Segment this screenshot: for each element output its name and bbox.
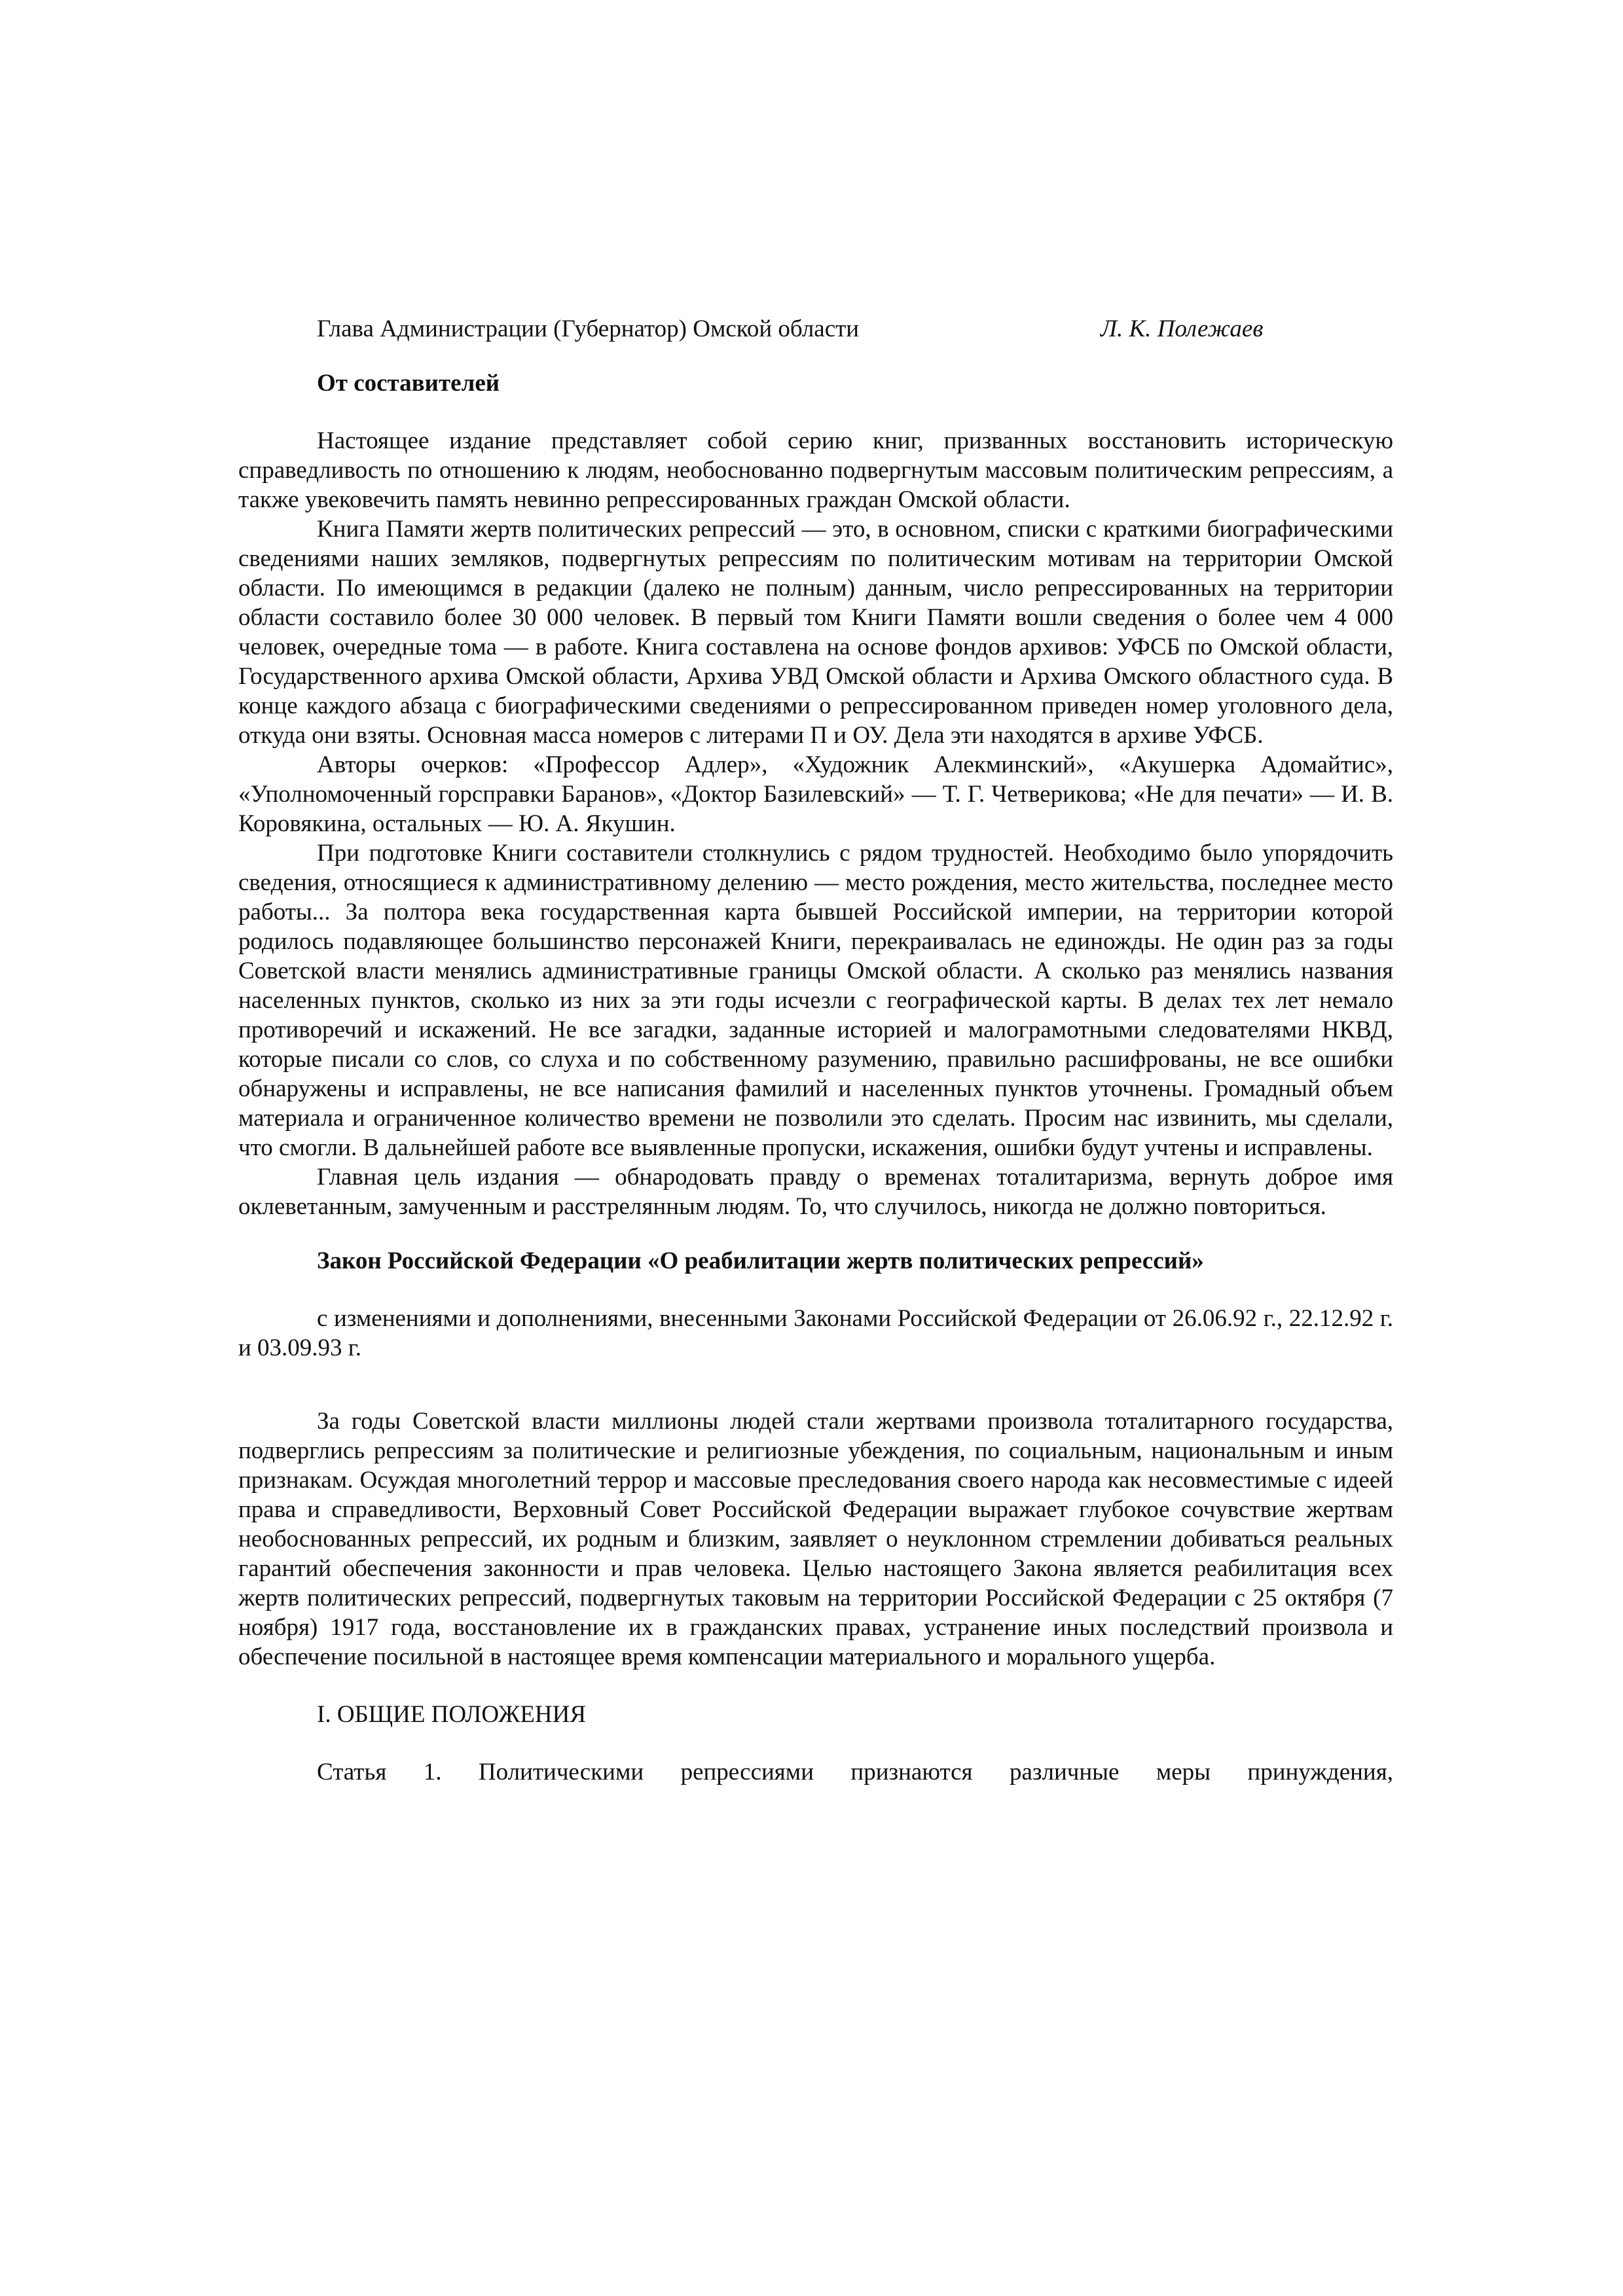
signature-title: Глава Администрации (Губернатор) Омской области — [317, 315, 860, 342]
document-page — [238, 314, 1393, 1787]
compilers-paragraph-4: При подготовке Книги составители столкнулись с рядом трудностей. Необходимо было упорядочить сведения, относящиеся к административному делению — место рождения, место жительства, последнее место работы... За полтора века государственная карта бывшей Российской империи, на территории которой родилось подавляющее большинство персонажей Книги, перекраивалась не единожды. Не один раз за годы Советской власти менялись административные границы Омской области. А сколько раз менялись названия населенных пунктов, сколько из них за эти годы исчезли с географической карты. В делах тех лет немало противоречий и искажений. Не все загадки, заданные историей и малограмотными следователями НКВД, которые писали со слов, со слуха и по собственному разумению, правильно расшифрованы, не все ошибки обнаружены и исправлены, не все написания фамилий и населенных пунктов уточнены. Громадный объем материала и ограниченное количество времени не позволили это сделать. Просим нас извинить, мы сделали, что смогли. В дальнейшей работе все выявленные пропуски, искажения, ошибки будут учтены и исправлены. — [238, 840, 1393, 1161]
section-title: I. ОБЩИЕ ПОЛОЖЕНИЯ — [317, 1701, 587, 1728]
article-1: Статья 1. Политическими репрессиями признаются различные меры принуждения, — [317, 1759, 1393, 1785]
compilers-paragraph-2: Книга Памяти жертв политических репрессий — это, в основном, списки с краткими биографическими сведениями наших земляков, подвергнутых репрессиям по политическим мотивам на территории Омской области. По имеющимся в редакции (далеко не полным) данным, число репрессированных на территории области составило более 30 000 человек. В первый том Книги Памяти вошли сведения о более чем 4 000 человек, очередные тома — в работе. Книга составлена на основе фондов архивов: УФСБ по Омской области, Государственного архива Омской области, Архива УВД Омской области и Архива Омского областного суда. В конце каждого абзаца с биографическими сведениями о репрессированном приведен номер уголовного дела, откуда они взяты. Основная масса номеров с литерами П и ОУ. Дела эти находятся в архиве УФСБ. — [238, 516, 1393, 749]
compilers-paragraph-3: Авторы очерков: «Профессор Адлер», «Художник Алекминский», «Акушерка Адомайтис», «Уполномоченный горсправки Баранов», «Доктор Базилевский» — Т. Г. Четверикова; «Не для печати» — И. В. Коровякина, остальных — Ю. А. Якушин. — [238, 751, 1393, 837]
signature-line — [238, 314, 1393, 344]
compilers-paragraph-1: Настоящее издание представляет собой серию книг, призванных восстановить историческую справедливость по отношению к людям, необоснованно подвергнутым массовым политическим репрессиям, а также увековечить память невинно репрессированных граждан Омской области. — [238, 427, 1393, 513]
law-preamble: За годы Советской власти миллионы людей стали жертвами произвола тоталитарного государства, подверглись репрессиям за политические и религиозные убеждения, по социальным, национальным и иным признакам. Осуждая многолетний террор и массовые преследования своего народа как несовместимые с идеей права и справедливости, Верховный Совет Российской Федерации выражает глубокое сочувствие жертвам необоснованных репрессий, их родным и близким, заявляет о неуклонном стремлении добиваться реальных гарантий обеспечения законности и прав человека. Целью настоящего Закона является реабилитация всех жертв политических репрессий, подвергнутых таковым на территории Российской Федерации с 25 октября (7 ноября) 1917 года, восстановление их в гражданских правах, устранение иных последствий произвола и обеспечение посильной в настоящее время компенсации материального и морального ущерба. — [238, 1408, 1393, 1670]
compilers-heading: От составителей — [317, 370, 500, 397]
law-heading: Закон Российской Федерации «О реабилитации жертв политических репрессий» — [317, 1247, 1204, 1274]
signature-name: Л. К. Полежаев — [1101, 315, 1264, 342]
compilers-paragraph-5: Главная цель издания — обнародовать правду о временах тоталитаризма, вернуть доброе имя оклеветанным, замученным и расстрелянным людям. То, что случилось, никогда не должно повториться. — [238, 1164, 1393, 1220]
law-amendments: с изменениями и дополнениями, внесенными Законами Российской Федерации от 26.06.92 г., 22.12.92 г. и 03.09.93 г. — [238, 1305, 1393, 1361]
